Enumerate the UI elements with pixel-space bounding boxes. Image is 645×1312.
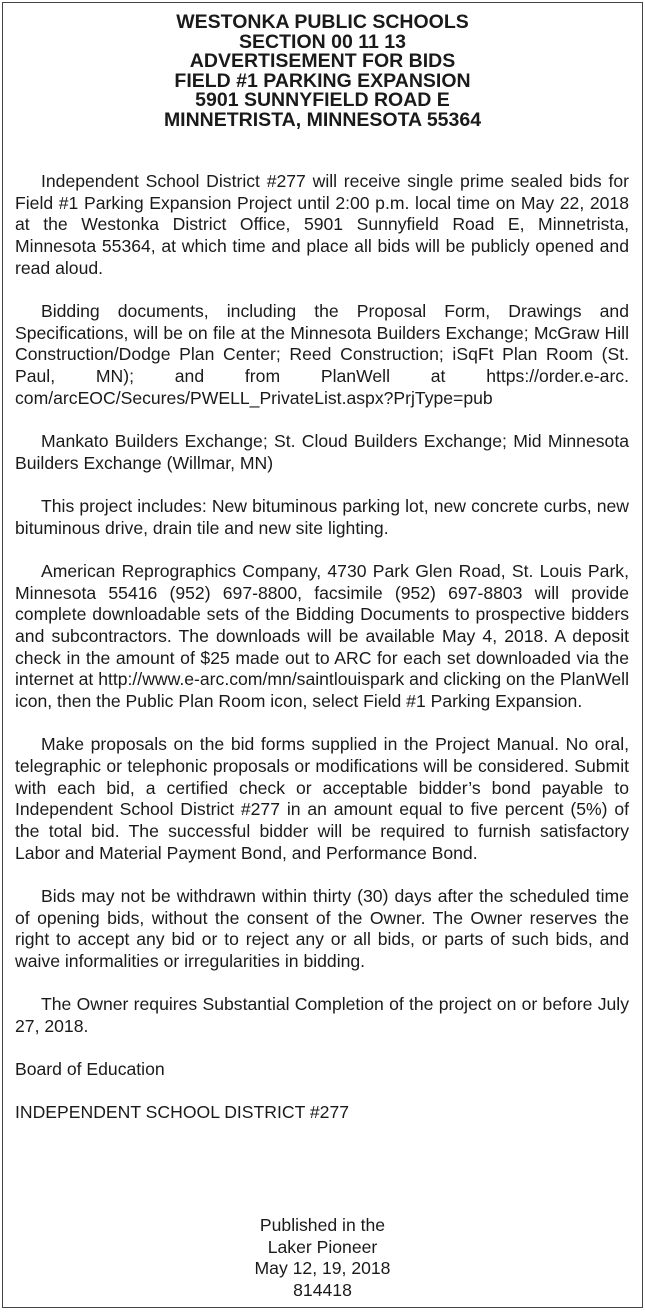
- header-address: 5901 SUNNYFIELD ROAD E: [195, 89, 450, 111]
- newspaper-name: Laker Pioneer: [267, 1236, 378, 1257]
- header-section: SECTION 00 11 13: [239, 30, 406, 53]
- legal-notice: [2, 2, 643, 1308]
- paragraph-bidding-documents: Bidding documents, including the Proposal Form, Drawings and Specifications, will be on file at the Minnesota Builders Exchange; McGraw Hill Construction/Dodge Plan Center; Reed Construction; iSqFt Plan Room (St. Paul, MN); and from PlanWell at https://order.e-arc.​com/arcEOC/Secures/PWELL_PrivateList.aspx?PrjType=pub: [15, 301, 629, 408]
- header-city: MINNETRISTA, MINNESOTA 55364: [163, 108, 482, 131]
- published-in-label: Published in the: [259, 1215, 386, 1235]
- signature-district: INDEPENDENT SCHOOL DISTRICT #277: [15, 1102, 350, 1123]
- notice-header: [3, 3, 642, 130]
- header-organization: WESTONKA PUBLIC SCHOOLS: [176, 11, 469, 33]
- paragraph-reprographics: American Reprographics Company, 4730 Park Glen Road, St. Louis Park, Minnesota 55416 (952) 697-8800, facsimile (952) 697-8803 will provide complete downloadable sets of the Bidding Documents to prospective bidders and subcontractors. The downloads will be available May 4, 2018. A deposit check in the amount of $25 made out to ARC for each set downloaded via the internet at http://www.e-arc.com/mn/​saintlouispark and clicking on the PlanWell icon, then the Public Plan Room icon, select Field #1 Parking Expansion.: [15, 560, 629, 712]
- paragraph-project-scope: This project includes: New bituminous parking lot, new concrete curbs, new bituminous drive, drain tile and new site lighting.: [15, 495, 629, 538]
- notice-number: 814418: [293, 1279, 352, 1300]
- publication-dates: May 12, 19, 2018: [254, 1258, 391, 1278]
- paragraph-completion: The Owner requires Substantial Completion of the project on or before July 27, 2018.: [15, 994, 629, 1036]
- paragraph-bid-receipt: Independent School District #277 will receive single prime sealed bids for Field #1 Parking Expansion Project until 2:00 p.m. local time on May 22, 2018 at the Westonka District Office, 5901 Sunnyfield Road E, Minnetrista, Minnesota 55364, at which time and place all bids will be publicly opened and read aloud.: [15, 171, 629, 278]
- header-project: FIELD #1 PARKING EXPANSION: [174, 69, 471, 92]
- publication-info: [3, 1215, 642, 1301]
- signature-board: Board of Education: [15, 1059, 165, 1080]
- paragraph-proposals: Make proposals on the bid forms supplied in the Project Manual. No oral, telegraphic or telephonic proposals or modifications will be considered. Submit with each bid, a certified check or acceptable bidder’s bond payable to Independent School District #277 in an amount equal to five percent (5%) of the total bid. The successful bidder will be required to furnish satisfactory Labor and Material Payment Bond, and Performance Bond.: [15, 734, 629, 863]
- notice-body: [15, 171, 629, 1146]
- paragraph-builders-exchanges: Mankato Builders Exchange; St. Cloud Builders Exchange; Mid Minnesota Builders Exchange (Willmar, MN): [15, 431, 629, 473]
- paragraph-withdrawal: Bids may not be withdrawn within thirty (30) days after the scheduled time of opening bids, without the consent of the Owner. The Owner reserves the right to accept any bid or to reject any or all bids, or parts of such bids, and waive informalities or irregularities in bidding.: [15, 885, 629, 972]
- header-title: ADVERTISEMENT FOR BIDS: [189, 50, 456, 72]
